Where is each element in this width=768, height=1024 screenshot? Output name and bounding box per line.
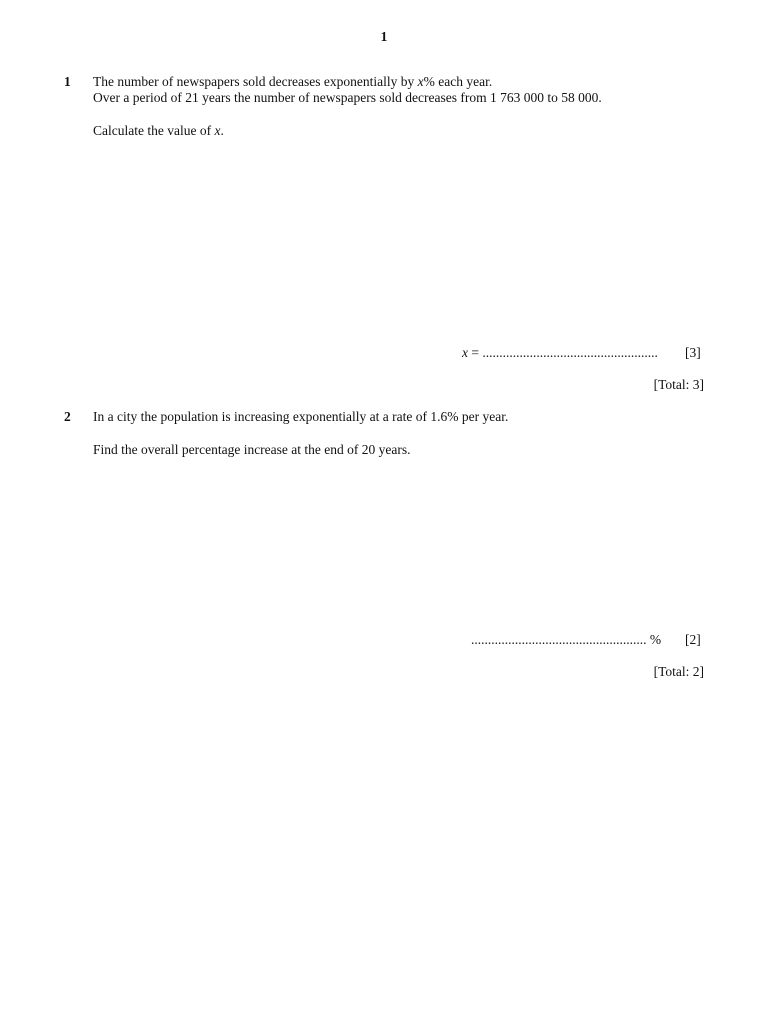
question-2-answer-dots[interactable]: ....................................................: [471, 632, 647, 647]
question-1-line-1-pre: The number of newspapers sold decreases exponentially by: [93, 74, 418, 89]
page-number: 1: [380, 29, 388, 44]
question-2-line-1: In a city the population is increasing exponentially at a rate of 1.6% per year.: [93, 409, 509, 424]
question-1-line-2: Over a period of 21 years the number of newspapers sold decreases from 1 763 000 to 58 000.: [93, 90, 602, 105]
question-2-total: [Total: 2]: [653, 664, 704, 679]
question-1-answer-dots[interactable]: ....................................................: [482, 345, 658, 360]
question-1-prompt-post: .: [220, 123, 224, 138]
question-1-number: 1: [64, 74, 71, 89]
question-1-answer-label-eq: =: [468, 345, 483, 360]
question-1-line-1-var: x: [417, 74, 424, 89]
question-1-prompt-var: x: [214, 123, 221, 138]
question-2-answer-unit: %: [649, 632, 662, 647]
question-1-marks: [3]: [685, 345, 701, 360]
question-1-prompt: [93, 123, 224, 139]
question-1-total: [Total: 3]: [653, 377, 704, 392]
question-2-marks: [2]: [685, 632, 701, 647]
question-1-answer-line[interactable]: [462, 345, 658, 361]
question-1-answer-label-var: x: [462, 345, 468, 360]
question-1-prompt-pre: Calculate the value of: [93, 123, 215, 138]
question-1-line-1-post: % each year.: [423, 74, 493, 89]
question-1-line-1: [93, 74, 492, 90]
question-2-prompt: Find the overall percentage increase at the end of 20 years.: [93, 442, 411, 457]
question-2-answer-line[interactable]: [471, 632, 661, 648]
question-2-number: 2: [64, 409, 71, 424]
